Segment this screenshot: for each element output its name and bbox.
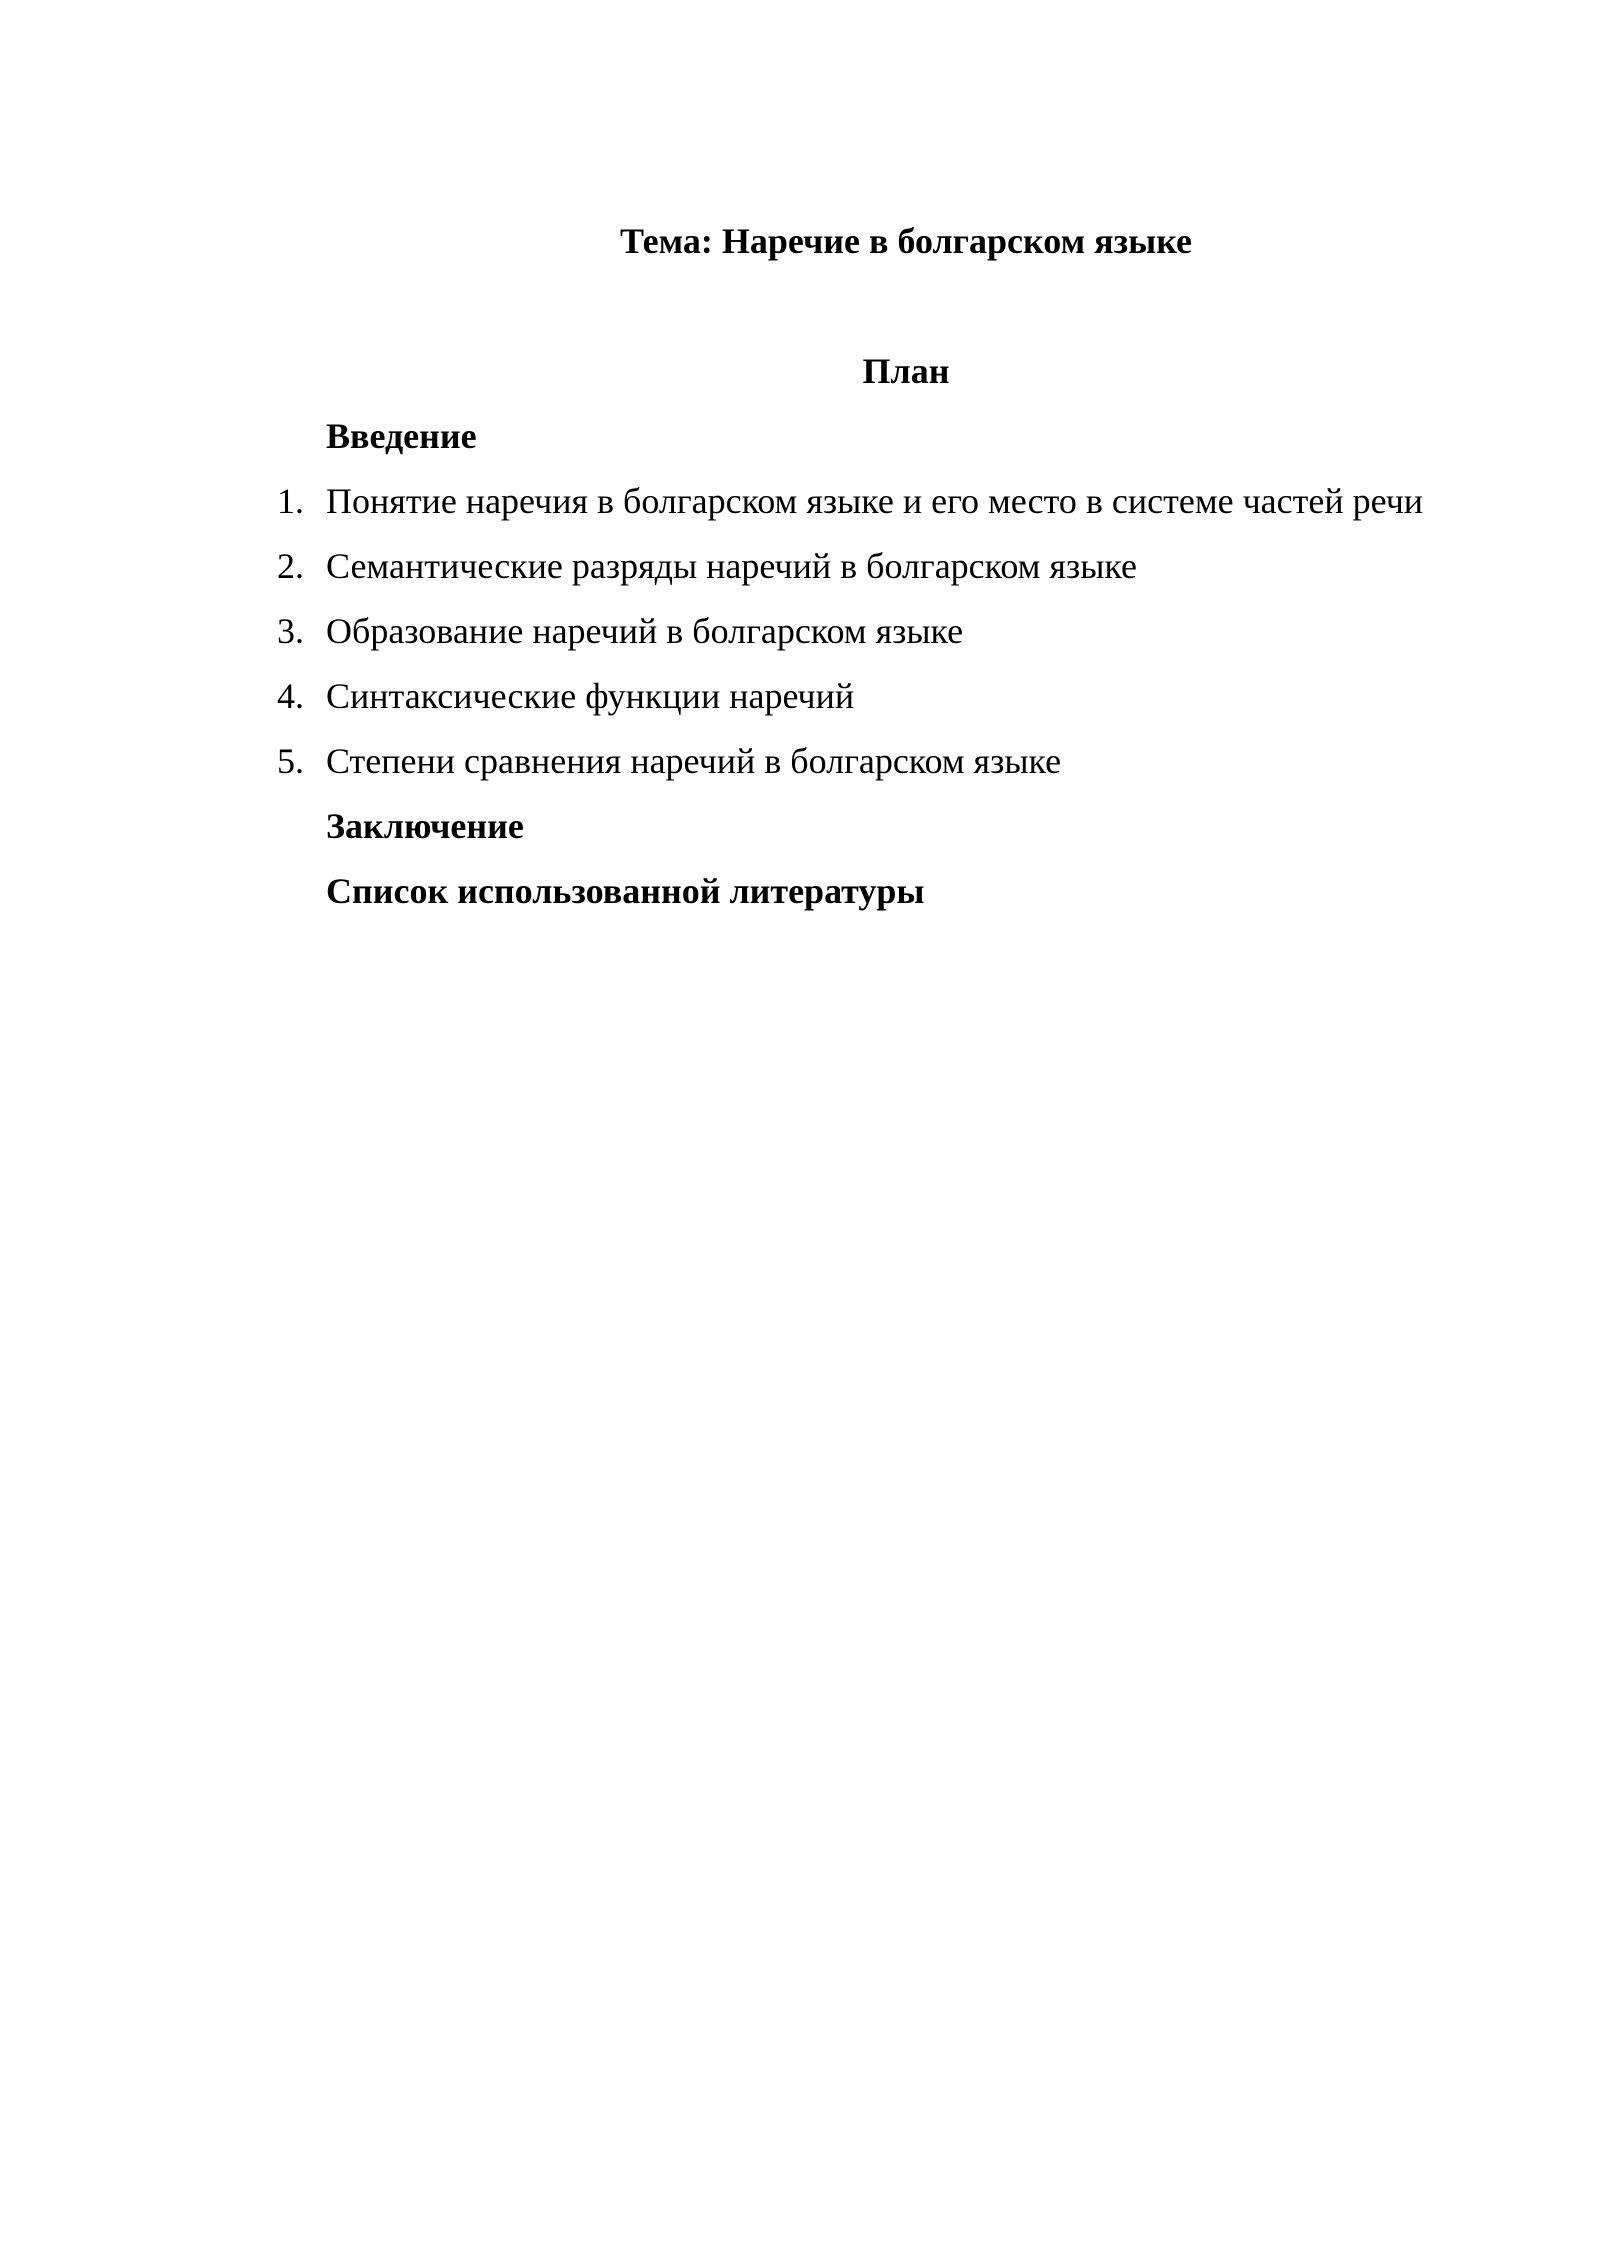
plan-item-text: Степени сравнения наречий в болгарском языке: [326, 741, 1062, 781]
plan-item-number: 3.: [277, 611, 304, 651]
plan-entry-references: [0, 866, 1600, 916]
plan-list-item: [0, 476, 1600, 526]
plan-item-number: 1.: [277, 481, 304, 521]
plan-list-item: [0, 541, 1600, 591]
plan-list-item: [0, 736, 1600, 786]
plan-entry-conclusion: [0, 801, 1600, 851]
plan-item-text: Семантические разряды наречий в болгарском языке: [326, 546, 1137, 586]
plan-item-number: 2.: [277, 546, 304, 586]
plan-item-number: 5.: [277, 741, 304, 781]
plan-entry-label: Список использованной литературы: [326, 871, 925, 911]
plan-list-item: [0, 606, 1600, 656]
plan-entry-label: Заключение: [326, 806, 524, 846]
plan-item-text: Образование наречий в болгарском языке: [326, 611, 964, 651]
plan-list-item: [0, 671, 1600, 721]
plan-entry-label: Введение: [326, 416, 477, 456]
plan-item-text: Понятие наречия в болгарском языке и его место в системе частей речи: [326, 481, 1424, 521]
plan-heading: План: [862, 351, 950, 391]
plan-item-text: Синтаксические функции наречий: [326, 676, 855, 716]
plan-item-number: 4.: [277, 676, 304, 716]
plan-entry-intro: [0, 411, 1600, 461]
document-title: Тема: Наречие в болгарском языке: [619, 221, 1193, 261]
